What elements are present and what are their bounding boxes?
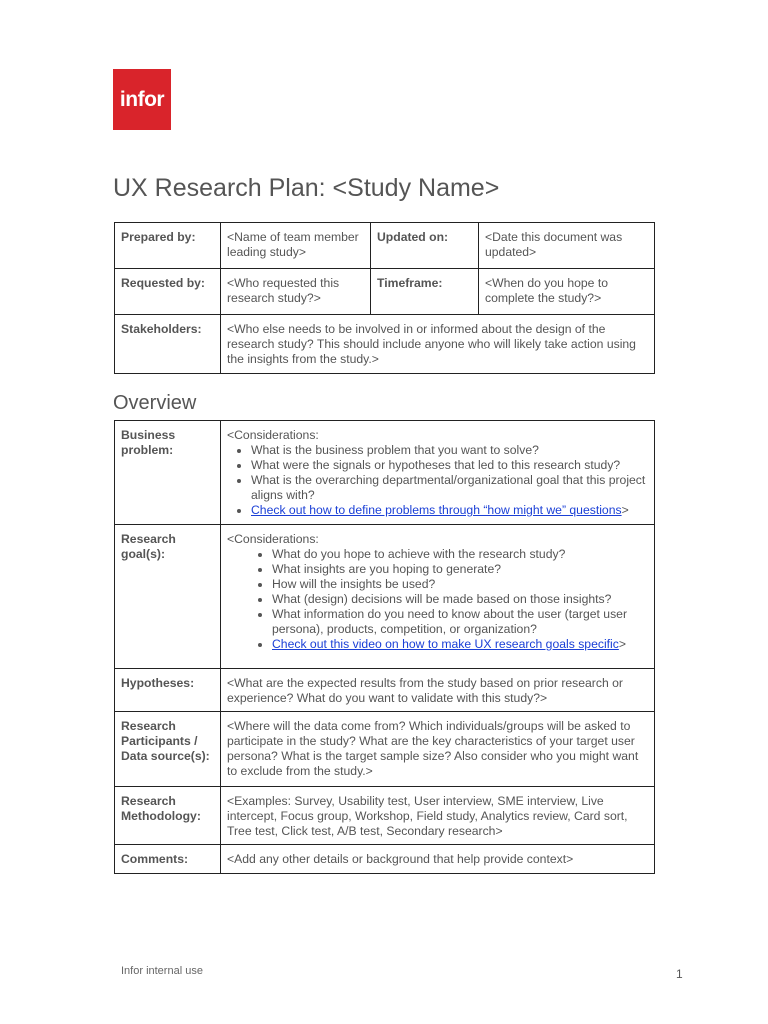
header-info-table <box>114 222 655 374</box>
requested-by-label: Requested by: <box>115 269 221 315</box>
stakeholders-value: <Who else needs to be involved in or informed about the design of the research study? This should include anyone who will likely take action using the insights from the study.> <box>221 315 655 374</box>
requested-by-value: <Who requested this research study?> <box>221 269 371 315</box>
considerations-intro: <Considerations: <box>227 532 319 546</box>
table-row <box>115 315 655 374</box>
list-item <box>251 503 648 518</box>
timeframe-label: Timeframe: <box>371 269 479 315</box>
infor-logo: infor <box>113 69 171 130</box>
hypotheses-label: Hypotheses: <box>115 669 221 712</box>
research-goals-list <box>227 547 648 652</box>
comments-value: <Add any other details or background that help provide context> <box>221 845 655 874</box>
timeframe-value: <When do you hope to complete the study?> <box>479 269 655 315</box>
methodology-label: Research Methodology: <box>115 787 221 845</box>
research-goals-video-link[interactable]: Check out this video on how to make UX research goals specific <box>272 637 619 651</box>
table-row <box>115 845 655 874</box>
updated-on-label: Updated on: <box>371 223 479 269</box>
table-row <box>115 712 655 787</box>
business-problem-value <box>221 421 655 525</box>
research-goals-value <box>221 525 655 669</box>
list-item: • What were the signals or hypotheses that led to this research study? <box>251 458 648 473</box>
prepared-by-label: Prepared by: <box>115 223 221 269</box>
table-row <box>115 269 655 315</box>
page-number: 1 <box>676 967 683 981</box>
prepared-by-value: <Name of team member leading study> <box>221 223 371 269</box>
methodology-value: <Examples: Survey, Usability test, User interview, SME interview, Live intercept, Focus group, Workshop, Field study, Analytics review, Card sort, Tree test, Click test, A/B test, Secondary research> <box>221 787 655 845</box>
participants-value: <Where will the data come from? Which individuals/groups will be asked to participate in the study? What are the key characteristics of your target user persona? What is the target sample size? Also consider who you might want to exclude from the study.> <box>221 712 655 787</box>
updated-on-value: <Date this document was updated> <box>479 223 655 269</box>
list-item: • What do you hope to achieve with the research study? <box>272 547 648 562</box>
list-item: • What (design) decisions will be made based on those insights? <box>272 592 648 607</box>
footer-classification: Infor internal use <box>121 965 203 977</box>
link-suffix: > <box>618 637 626 651</box>
overview-heading: Overview <box>113 392 197 414</box>
considerations-intro: <Considerations: <box>227 428 319 442</box>
business-problem-label: Business problem: <box>115 421 221 525</box>
page-title: UX Research Plan: <Study Name> <box>113 174 500 202</box>
hypotheses-value: <What are the expected results from the study based on prior research or experience? What do you want to validate with this study?> <box>221 669 655 712</box>
participants-label: Research Participants / Data source(s): <box>115 712 221 787</box>
list-item: • What insights are you hoping to generate? <box>272 562 648 577</box>
list-item: • What is the business problem that you want to solve? <box>251 443 648 458</box>
how-might-we-link[interactable]: Check out how to define problems through “how might we” questions <box>251 503 622 517</box>
table-row <box>115 421 655 525</box>
research-goals-label: Research goal(s): <box>115 525 221 669</box>
list-item: • What is the overarching departmental/organizational goal that this project aligns with? <box>251 473 648 503</box>
business-problem-list <box>227 443 648 518</box>
list-item <box>272 637 648 652</box>
comments-label: Comments: <box>115 845 221 874</box>
table-row <box>115 787 655 845</box>
stakeholders-label: Stakeholders: <box>115 315 221 374</box>
link-suffix: > <box>621 503 629 517</box>
list-item: • What information do you need to know about the user (target user persona), products, competition, or organization? <box>272 607 648 637</box>
table-row <box>115 525 655 669</box>
table-row <box>115 223 655 269</box>
table-row <box>115 669 655 712</box>
overview-table <box>114 420 655 874</box>
list-item: • How will the insights be used? <box>272 577 648 592</box>
